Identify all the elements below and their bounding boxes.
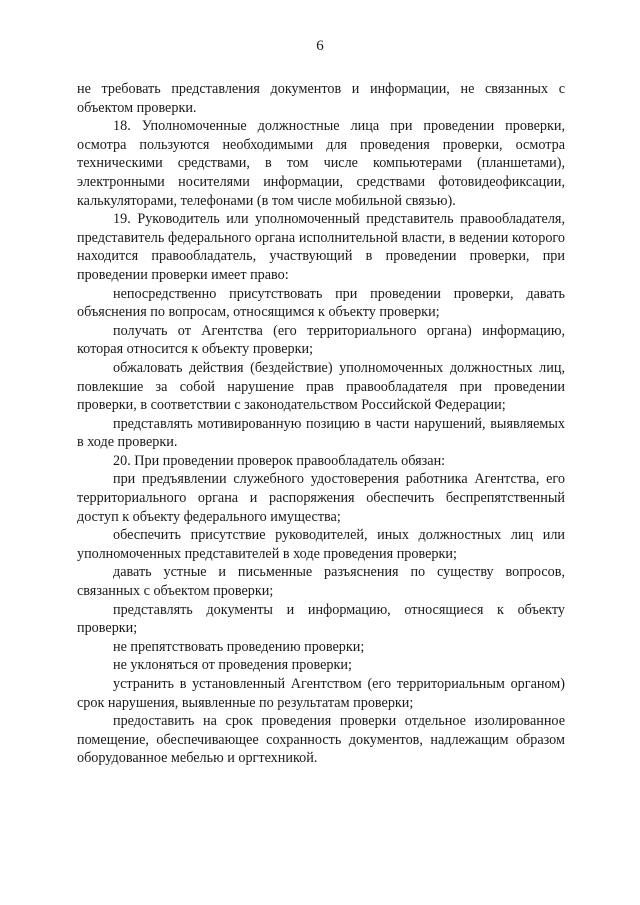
list-item: обжаловать действия (бездействие) уполномоченных должностных лиц, повлекшие за собой нарушение прав правообладателя при проведении проверки, в соответствии с законодательством Российской Федерации; (77, 359, 565, 414)
document-body (77, 80, 565, 768)
list-item: получать от Агентства (его территориального органа) информацию, которая относится к объекту проверки; (77, 322, 565, 358)
list-item: непосредственно присутствовать при проведении проверки, давать объяснения по вопросам, относящимся к объекту проверки; (77, 285, 565, 321)
list-item: при предъявлении служебного удостоверения работника Агентства, его территориального органа и распоряжения обеспечить беспрепятственный доступ к объекту федерального имущества; (77, 471, 565, 525)
paragraph-18: 18. Уполномоченные должностные лица при проведении проверки, осмотра пользуются необходимыми для проведения проверки, осмотра техническими средствами, в том числе компьютерами (планшетами), электронными носителями информации, средствами фотовидеофиксации, калькуляторами, телефонами (в том числе мобильной связью). (77, 118, 565, 209)
paragraph-continuation: не требовать представления документов и информации, не связанных с объектом проверки. (77, 81, 565, 116)
list-item: не уклоняться от проведения проверки; (113, 657, 352, 674)
list-item: предоставить на срок проведения проверки отдельное изолированное помещение, обеспечивающее сохранность документов, надлежащим образом оборудованное мебелью и оргтехникой. (77, 713, 565, 767)
paragraph-20: 20. При проведении проверок правообладатель обязан: (113, 452, 446, 469)
paragraph-19: 19. Руководитель или уполномоченный представитель правообладателя, представитель федерального органа исполнительной власти, в ведении которого находится правообладатель, участвующий в проведении проверки, при проведении проверки имеет право: (77, 211, 565, 283)
list-item: представлять документы и информацию, относящиеся к объекту проверки; (77, 601, 565, 637)
list-item: давать устные и письменные разъяснения по существу вопросов, связанных с объектом проверки; (77, 564, 565, 600)
list-item: обеспечить присутствие руководителей, иных должностных лиц или уполномоченных представителей в ходе проведения проверки; (77, 527, 565, 562)
page-number: 6 (316, 38, 324, 54)
list-item: устранить в установленный Агентством (его территориальным органом) срок нарушения, выявленные по результатам проверки; (77, 676, 565, 711)
list-item: представлять мотивированную позицию в части нарушений, выявляемых в ходе проверки. (77, 415, 565, 451)
list-item: не препятствовать проведению проверки; (113, 638, 365, 655)
